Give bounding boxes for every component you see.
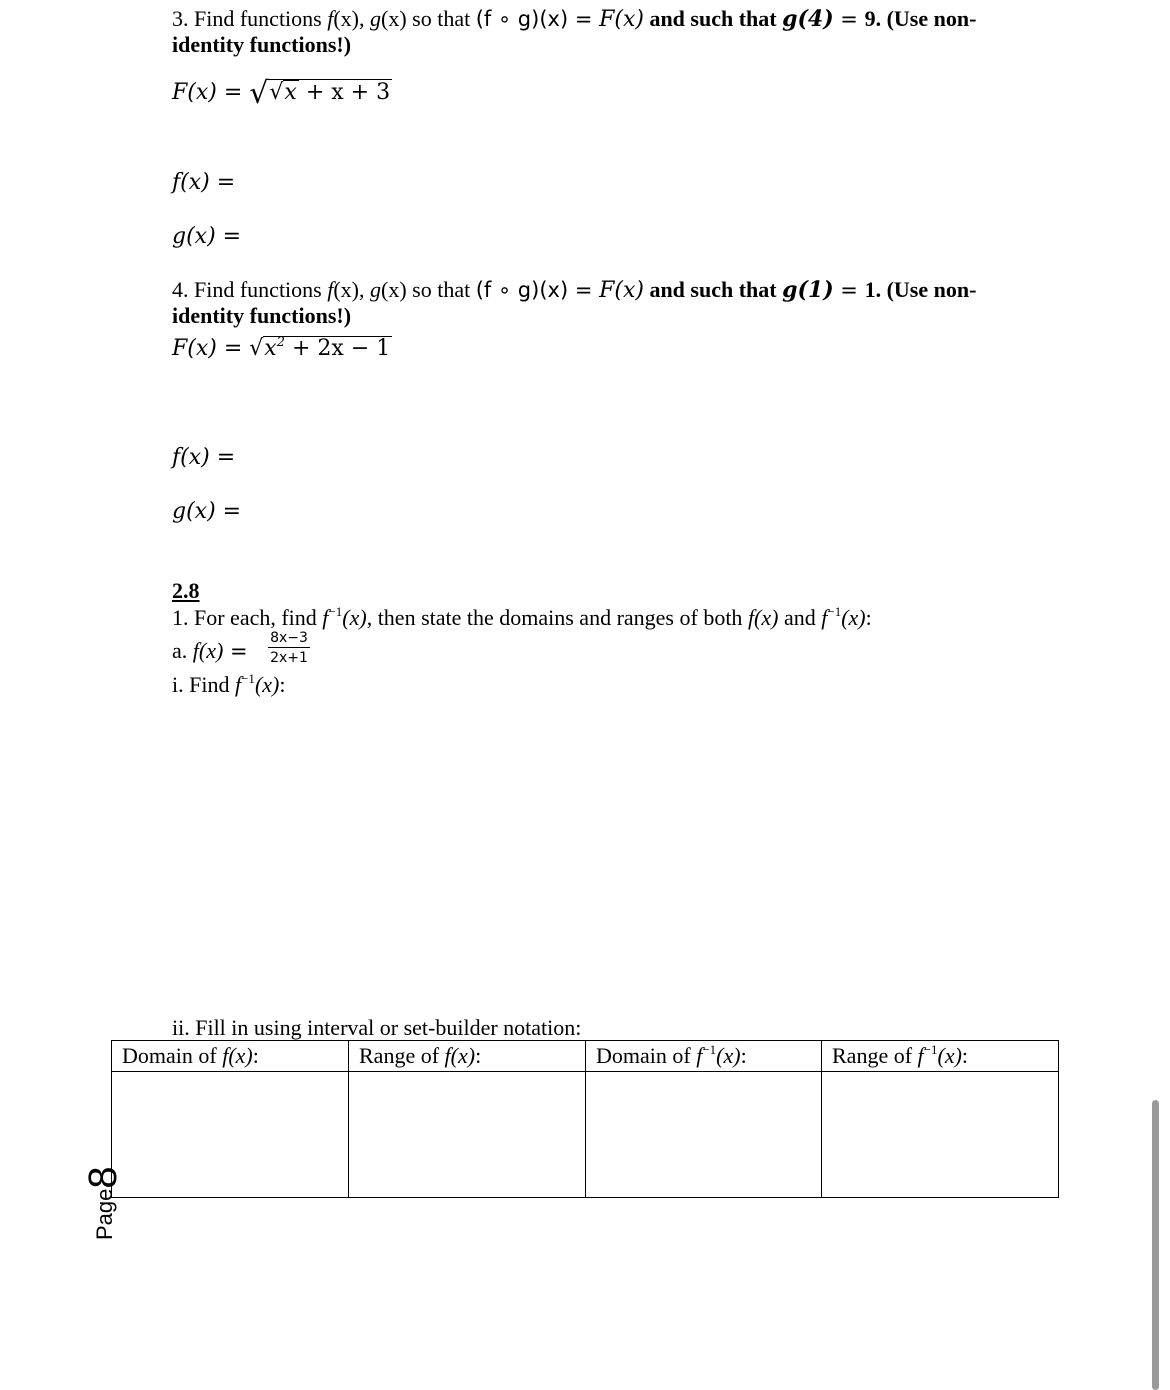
part-i-f: f <box>234 672 242 697</box>
part-ii-label: ii. Fill in using interval or set-builder notation: <box>172 1015 582 1040</box>
answer-cell-range-f[interactable] <box>349 1072 586 1198</box>
q3-equals: = <box>568 7 600 31</box>
q3-F-lhs: F(x) = <box>172 80 250 105</box>
q4-exponent: 2 <box>276 335 285 350</box>
q3-g4: g(4) <box>782 6 834 32</box>
header-colon: : <box>740 1043 747 1068</box>
header-f: f <box>917 1043 924 1068</box>
sec28-text-a: 1. For each, find <box>172 605 323 630</box>
header-text: Domain of <box>596 1043 697 1068</box>
header-f: f <box>696 1043 703 1068</box>
sec28-finv2: f <box>821 605 828 630</box>
header-exp: −1 <box>702 1042 717 1057</box>
header-fx: f(x) <box>222 1043 253 1068</box>
q4-text: 4. Find functions <box>172 277 328 302</box>
q3-prompt-line2: identity functions!) <box>172 32 352 57</box>
part-a <box>172 638 248 664</box>
sec28-fx: f(x) <box>747 605 779 630</box>
header-x: (x) <box>716 1043 741 1068</box>
sec28-and: and <box>778 605 822 630</box>
answer-cell-domain-f[interactable] <box>112 1072 349 1198</box>
q4-radical: √ <box>249 336 264 361</box>
header-colon: : <box>252 1043 259 1068</box>
q4-F-definition <box>172 336 392 361</box>
sec28-colon: : <box>865 605 872 630</box>
page-label: Page <box>92 1188 117 1240</box>
part-a-fraction <box>268 630 310 668</box>
q4-F-rest: + 2x − 1 <box>285 336 391 361</box>
q4-bold2: 1. (Use non- <box>864 277 977 302</box>
sec28-text-c: , then state the domains and ranges of both <box>366 605 748 630</box>
sec28-finv2-x: (x) <box>841 605 866 630</box>
header-range-f <box>349 1041 586 1072</box>
q3-text: 3. Find functions <box>172 6 328 31</box>
q4-radicand <box>263 336 392 361</box>
q4-f-label: f(x) = <box>172 445 236 470</box>
q3-F-definition <box>172 76 392 111</box>
answer-cell-domain-finv[interactable] <box>586 1072 822 1198</box>
fraction-numerator: 8x−3 <box>268 630 310 648</box>
q3-outer-radical: √ <box>249 76 269 111</box>
q3-g-label: g(x) = <box>172 224 242 249</box>
header-text: Range of <box>832 1043 918 1068</box>
q4-x: x <box>264 336 277 361</box>
part-i-x: (x) <box>254 672 280 697</box>
answer-table <box>111 1040 1059 1198</box>
fraction-denominator: 2x+1 <box>270 650 308 666</box>
header-range-finv <box>822 1041 1059 1072</box>
q4-prompt-line1: 4. Find functions f(x), g(x) so that (f ∘ g)(x) = F(x) and such that g(1) = 1. (Use non- <box>172 277 977 303</box>
part-i-label: i. Find <box>172 672 235 697</box>
answer-cell-range-finv[interactable] <box>822 1072 1059 1198</box>
q4-g: g <box>370 277 382 302</box>
header-domain-f <box>112 1041 349 1072</box>
sec28-finv-x: (x) <box>342 605 367 630</box>
sec28-inv-exp2: −1 <box>827 604 842 619</box>
q3-bold2: 9. (Use non- <box>864 6 977 31</box>
q4-g-label: g(x) = <box>172 499 242 524</box>
page-number: 8 <box>81 1166 125 1189</box>
q3-prompt-line1: 3. Find functions f(x), g(x) so that (f ∘ g)(x) = F(x) and such that g(4) = 9. (Use non- <box>172 6 977 32</box>
q4-composition: (f ∘ g)(x) <box>475 278 569 302</box>
q4-bold1: and such that <box>643 277 783 302</box>
header-text: Range of <box>359 1043 445 1068</box>
header-x: (x) <box>937 1043 962 1068</box>
header-colon: : <box>961 1043 969 1068</box>
part-i-exp: −1 <box>241 671 255 686</box>
part-a-equals: = <box>223 639 248 663</box>
q3-inner-radicand: x <box>284 80 297 105</box>
q4-x1: (x), <box>333 277 371 302</box>
sec28-finv: f <box>322 605 329 630</box>
q4-x2: (x) so that <box>381 277 476 302</box>
header-colon: : <box>475 1043 482 1068</box>
q4-f: f <box>327 277 334 302</box>
q3-composition: (f ∘ g)(x) <box>475 7 569 31</box>
table-header-row <box>112 1041 1059 1072</box>
table-answer-row <box>112 1072 1059 1198</box>
q3-f: f <box>327 6 334 31</box>
q3-g: g <box>370 6 382 31</box>
vertical-scrollbar[interactable] <box>1152 1100 1159 1390</box>
q3-F-rest: + x + 3 <box>298 80 391 105</box>
header-domain-finv <box>586 1041 822 1072</box>
part-a-fx: f(x) <box>192 638 224 663</box>
section-heading: 2.8 <box>172 578 200 603</box>
part-i-colon: : <box>279 672 286 697</box>
header-text: Domain of <box>122 1043 223 1068</box>
q3-outer-radicand <box>268 79 392 105</box>
sec28-line1 <box>172 605 872 631</box>
q4-F-lhs: F(x) = <box>172 336 250 361</box>
q3-Fx: F(x) <box>599 7 644 32</box>
q3-f-label: f(x) = <box>172 170 236 195</box>
sec28-inv-exp: −1 <box>328 604 343 619</box>
q4-Fx: F(x) <box>599 278 644 303</box>
page-marker <box>72 1160 125 1250</box>
header-exp: −1 <box>923 1042 938 1057</box>
q4-equals: = <box>568 278 600 302</box>
q3-x1: (x), <box>333 6 371 31</box>
part-i <box>172 672 285 698</box>
part-a-label: a. <box>172 638 193 663</box>
q4-prompt-line2: identity functions!) <box>172 303 352 328</box>
q3-x2: (x) so that <box>381 6 476 31</box>
q3-inner-radical: √ <box>269 80 284 105</box>
header-fx: f(x) <box>444 1043 476 1068</box>
q3-bold1: and such that <box>643 6 783 31</box>
q4-g1: g(1) <box>782 277 834 303</box>
